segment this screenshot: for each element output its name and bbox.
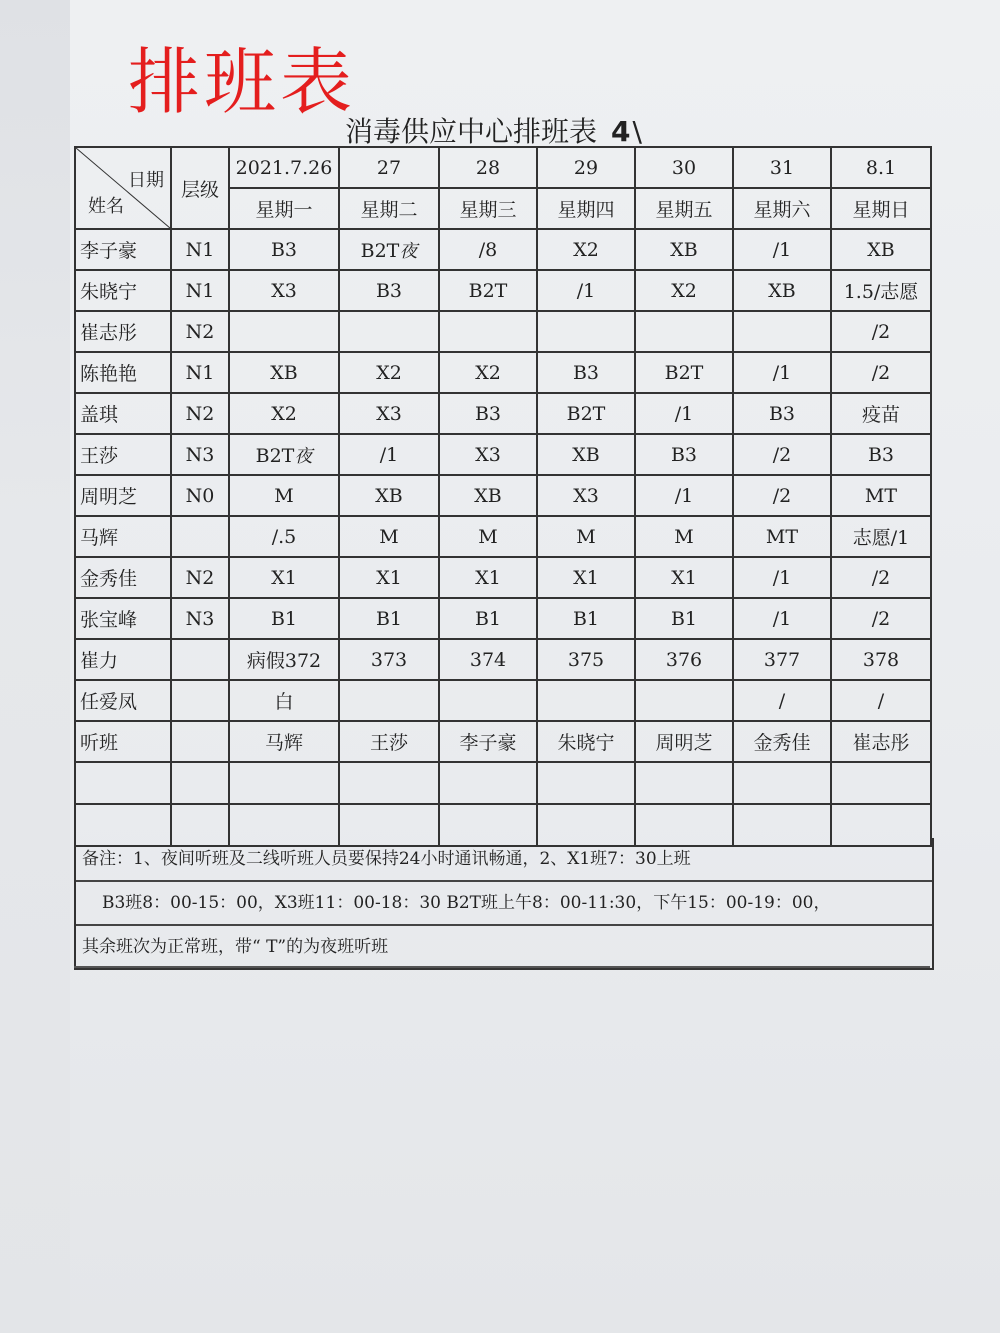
- shift-value: /1: [772, 238, 792, 261]
- shift-cell: [831, 475, 931, 516]
- shift-value: 马辉: [264, 732, 303, 754]
- shift-value: B1: [670, 607, 698, 630]
- staff-row: [75, 270, 931, 311]
- staff-row: [75, 434, 931, 475]
- shift-value: X3: [376, 402, 402, 425]
- shift-cell: [339, 598, 439, 639]
- shift-value: XB: [270, 361, 298, 384]
- staff-level: N2: [171, 557, 229, 598]
- date-header: 28: [439, 147, 537, 188]
- weekday-header: 星期六: [733, 188, 831, 229]
- shift-value: M: [674, 525, 694, 548]
- shift-value: XB: [375, 484, 403, 507]
- staff-row: [75, 516, 931, 557]
- shift-cell: [229, 639, 339, 680]
- shift-cell: [635, 721, 733, 762]
- shift-cell: [537, 352, 635, 393]
- shift-cell: [635, 639, 733, 680]
- shift-value: B1: [270, 607, 298, 630]
- date-header: 31: [733, 147, 831, 188]
- staff-row: [75, 229, 931, 270]
- empty-cell: [339, 762, 439, 804]
- staff-level: [171, 639, 229, 680]
- shift-value: B1: [572, 607, 600, 630]
- shift-cell: [339, 516, 439, 557]
- staff-level: [171, 680, 229, 721]
- shift-value: XB: [768, 279, 796, 302]
- shift-value: 378: [862, 648, 900, 671]
- shift-cell: [831, 721, 931, 762]
- shift-cell: [831, 229, 931, 270]
- shift-cell: [229, 393, 339, 434]
- shift-value: /2: [871, 566, 891, 589]
- shift-cell: [439, 352, 537, 393]
- shift-cell: [537, 270, 635, 311]
- shift-value: 375: [567, 648, 605, 671]
- staff-level: N1: [171, 352, 229, 393]
- shift-value: /2: [871, 361, 891, 384]
- shift-value: 疫苗: [861, 404, 900, 426]
- shift-cell: [635, 393, 733, 434]
- shift-cell: [733, 393, 831, 434]
- staff-level: N1: [171, 229, 229, 270]
- staff-level: [171, 516, 229, 557]
- shift-cell: [831, 270, 931, 311]
- shift-cell: [229, 557, 339, 598]
- shift-value: B2T: [468, 279, 508, 302]
- handwritten-note: 夜: [294, 445, 313, 467]
- staff-level: N2: [171, 311, 229, 352]
- shift-cell: [229, 270, 339, 311]
- weekday-header: 星期一: [229, 188, 339, 229]
- shift-value: X2: [271, 402, 297, 425]
- shift-cell: [439, 434, 537, 475]
- staff-name: 崔力: [75, 639, 171, 680]
- shift-value: B2T: [360, 239, 400, 262]
- shift-value: /1: [379, 443, 399, 466]
- shift-cell: [229, 721, 339, 762]
- shift-cell: [733, 516, 831, 557]
- shift-value: B1: [375, 607, 403, 630]
- shift-cell: [339, 721, 439, 762]
- shift-cell: [635, 557, 733, 598]
- staff-name: 王莎: [75, 434, 171, 475]
- date-header: 29: [537, 147, 635, 188]
- level-header: 层级: [171, 147, 229, 229]
- staff-row: [75, 557, 931, 598]
- shift-cell: [831, 598, 931, 639]
- shift-cell: [733, 721, 831, 762]
- shift-cell: [439, 311, 537, 352]
- shift-cell: [733, 680, 831, 721]
- shift-value: 周明芝: [655, 732, 713, 754]
- shift-value: XB: [474, 484, 502, 507]
- shift-cell: [439, 270, 537, 311]
- shift-cell: [537, 639, 635, 680]
- schedule-table: [74, 146, 932, 847]
- empty-cell: [439, 762, 537, 804]
- date-header: 27: [339, 147, 439, 188]
- shift-value: 志愿/1: [852, 527, 910, 549]
- empty-cell: [75, 762, 171, 804]
- shift-value: X2: [475, 361, 501, 384]
- empty-cell: [537, 762, 635, 804]
- shift-cell: [635, 270, 733, 311]
- staff-level: N0: [171, 475, 229, 516]
- shift-cell: [733, 598, 831, 639]
- shift-cell: [229, 229, 339, 270]
- note-line-1: 备注：1、夜间听班及二线听班人员要保持24小时通讯畅通，2、X1班7：30上班: [76, 838, 932, 882]
- shift-cell: [635, 229, 733, 270]
- notes-block: [74, 838, 934, 970]
- shift-cell: [439, 680, 537, 721]
- shift-value: /1: [772, 361, 792, 384]
- shift-cell: [229, 311, 339, 352]
- staff-row: [75, 639, 931, 680]
- staff-row: [75, 680, 931, 721]
- shift-value: M: [379, 525, 399, 548]
- empty-cell: [831, 762, 931, 804]
- shift-value: 李子豪: [459, 732, 517, 754]
- staff-name: 张宝峰: [75, 598, 171, 639]
- shift-value: B1: [474, 607, 502, 630]
- staff-name: 听班: [75, 721, 171, 762]
- shift-value: /8: [478, 238, 498, 261]
- shift-cell: [733, 475, 831, 516]
- shift-cell: [831, 680, 931, 721]
- shift-value: /1: [674, 484, 694, 507]
- shift-cell: [439, 393, 537, 434]
- red-title: 排班表: [128, 40, 357, 124]
- shift-cell: [339, 557, 439, 598]
- shift-value: /1: [772, 607, 792, 630]
- shift-cell: [439, 598, 537, 639]
- shift-value: 374: [469, 648, 507, 671]
- shift-value: /.5: [271, 525, 297, 548]
- shift-value: 朱晓宁: [557, 732, 615, 754]
- shift-cell: [733, 557, 831, 598]
- staff-name: 周明芝: [75, 475, 171, 516]
- empty-cell: [733, 762, 831, 804]
- staff-row: [75, 721, 931, 762]
- shift-value: B2T: [255, 444, 295, 467]
- shift-cell: [635, 311, 733, 352]
- shift-value: M: [274, 484, 294, 507]
- shift-value: /2: [772, 484, 792, 507]
- bottom-rule: [74, 966, 930, 968]
- shift-value: 金秀佳: [753, 732, 811, 754]
- date-header: 8.1: [831, 147, 931, 188]
- shift-cell: [339, 229, 439, 270]
- empty-cell: [229, 762, 339, 804]
- staff-name: 金秀佳: [75, 557, 171, 598]
- shift-cell: [831, 639, 931, 680]
- staff-name: 马辉: [75, 516, 171, 557]
- shift-cell: [439, 516, 537, 557]
- shift-value: M: [576, 525, 596, 548]
- shift-value: B3: [867, 443, 895, 466]
- shift-value: B2T: [664, 361, 704, 384]
- shift-value: B2T: [566, 402, 606, 425]
- weekday-header: 星期二: [339, 188, 439, 229]
- shift-value: X1: [573, 566, 599, 589]
- shift-value: B3: [474, 402, 502, 425]
- shift-cell: [635, 434, 733, 475]
- shift-cell: [339, 393, 439, 434]
- shift-cell: [831, 557, 931, 598]
- staff-level: N1: [171, 270, 229, 311]
- weekday-header: 星期日: [831, 188, 931, 229]
- shift-value: X3: [573, 484, 599, 507]
- shift-cell: [229, 434, 339, 475]
- shift-value: XB: [572, 443, 600, 466]
- shift-cell: [831, 434, 931, 475]
- shift-cell: [339, 639, 439, 680]
- header-diagonal-cell: [75, 147, 171, 229]
- name-label: 姓名: [88, 196, 124, 217]
- shift-value: 王莎: [369, 732, 408, 754]
- shift-cell: [635, 352, 733, 393]
- shift-cell: [831, 516, 931, 557]
- staff-row: [75, 352, 931, 393]
- empty-cell: [171, 762, 229, 804]
- shift-value: X1: [475, 566, 501, 589]
- shift-value: /1: [576, 279, 596, 302]
- shift-value: /: [877, 689, 885, 712]
- empty-row: [75, 762, 931, 804]
- shift-value: 崔志彤: [852, 732, 910, 754]
- header-date-row: [75, 147, 931, 188]
- shift-cell: [229, 516, 339, 557]
- document-title-mark: \: [632, 115, 642, 148]
- shift-cell: [537, 516, 635, 557]
- shift-value: /: [778, 689, 786, 712]
- shift-value: MT: [765, 525, 799, 548]
- staff-level: N3: [171, 434, 229, 475]
- shift-value: 1.5/志愿: [843, 281, 919, 303]
- staff-name: 盖琪: [75, 393, 171, 434]
- shift-cell: [733, 311, 831, 352]
- shift-cell: [229, 475, 339, 516]
- staff-name: 朱晓宁: [75, 270, 171, 311]
- empty-cell: [635, 762, 733, 804]
- shift-cell: [339, 475, 439, 516]
- shift-cell: [439, 639, 537, 680]
- staff-name: 李子豪: [75, 229, 171, 270]
- shift-cell: [339, 352, 439, 393]
- staff-row: [75, 475, 931, 516]
- staff-level: N3: [171, 598, 229, 639]
- shift-value: X3: [271, 279, 297, 302]
- shift-cell: [733, 270, 831, 311]
- shift-cell: [439, 475, 537, 516]
- shift-value: X1: [271, 566, 297, 589]
- shift-value: 376: [665, 648, 703, 671]
- document-title: [345, 110, 642, 150]
- handwritten-note: 夜: [399, 240, 418, 262]
- shift-cell: [537, 475, 635, 516]
- shift-cell: [537, 721, 635, 762]
- document-title-text: 消毒供应中心排班表: [345, 115, 598, 148]
- weekday-header: 星期三: [439, 188, 537, 229]
- shift-value: B3: [375, 279, 403, 302]
- shift-value: XB: [670, 238, 698, 261]
- document-title-number: 4: [611, 115, 631, 148]
- shift-cell: [439, 557, 537, 598]
- shift-cell: [733, 352, 831, 393]
- shift-value: X2: [671, 279, 697, 302]
- shift-value: /1: [674, 402, 694, 425]
- shift-cell: [635, 475, 733, 516]
- shift-cell: [831, 352, 931, 393]
- shift-cell: [537, 311, 635, 352]
- shift-value: B3: [572, 361, 600, 384]
- staff-level: [171, 721, 229, 762]
- weekday-header: 星期四: [537, 188, 635, 229]
- shift-cell: [831, 393, 931, 434]
- shift-value: X2: [376, 361, 402, 384]
- shift-cell: [831, 311, 931, 352]
- shift-cell: [537, 434, 635, 475]
- shift-value: 病假372: [246, 650, 322, 672]
- shift-cell: [439, 229, 537, 270]
- shift-cell: [439, 721, 537, 762]
- shift-value: XB: [867, 238, 895, 261]
- shift-value: X1: [671, 566, 697, 589]
- shift-value: MT: [864, 484, 898, 507]
- staff-row: [75, 393, 931, 434]
- shift-cell: [229, 680, 339, 721]
- shift-cell: [339, 680, 439, 721]
- shift-cell: [537, 393, 635, 434]
- shift-value: /1: [772, 566, 792, 589]
- date-label: 日期: [128, 170, 164, 191]
- date-header: 2021.7.26: [229, 147, 339, 188]
- shift-cell: [635, 598, 733, 639]
- shift-cell: [733, 434, 831, 475]
- shift-cell: [537, 557, 635, 598]
- staff-name: 崔志彤: [75, 311, 171, 352]
- weekday-header: 星期五: [635, 188, 733, 229]
- shift-value: X1: [376, 566, 402, 589]
- shift-value: /2: [772, 443, 792, 466]
- shift-value: /2: [871, 607, 891, 630]
- shift-value: B3: [670, 443, 698, 466]
- staff-name: 陈艳艳: [75, 352, 171, 393]
- shift-cell: [635, 516, 733, 557]
- shift-cell: [537, 680, 635, 721]
- shift-cell: [635, 680, 733, 721]
- shift-value: 白: [274, 691, 294, 713]
- staff-level: N2: [171, 393, 229, 434]
- shift-cell: [733, 229, 831, 270]
- shift-value: 373: [370, 648, 408, 671]
- note-line-2: B3班8：00-15：00，X3班11：00-18：30 B2T班上午8：00-11:30，下午15：00-19：00，: [76, 882, 932, 926]
- shift-value: X3: [475, 443, 501, 466]
- shift-value: 377: [763, 648, 801, 671]
- shift-value: X2: [573, 238, 599, 261]
- shift-cell: [537, 229, 635, 270]
- shift-cell: [229, 352, 339, 393]
- shift-cell: [229, 598, 339, 639]
- staff-row: [75, 311, 931, 352]
- shift-cell: [733, 639, 831, 680]
- shift-cell: [537, 598, 635, 639]
- staff-name: 任爱凤: [75, 680, 171, 721]
- note-line-3: 其余班次为正常班，带“ T”的为夜班听班: [82, 937, 389, 957]
- shift-value: /2: [871, 320, 891, 343]
- shift-value: B3: [768, 402, 796, 425]
- shift-value: M: [478, 525, 498, 548]
- shift-cell: [339, 311, 439, 352]
- shift-value: B3: [270, 238, 298, 261]
- shift-cell: [339, 270, 439, 311]
- shift-cell: [339, 434, 439, 475]
- date-header: 30: [635, 147, 733, 188]
- staff-row: [75, 598, 931, 639]
